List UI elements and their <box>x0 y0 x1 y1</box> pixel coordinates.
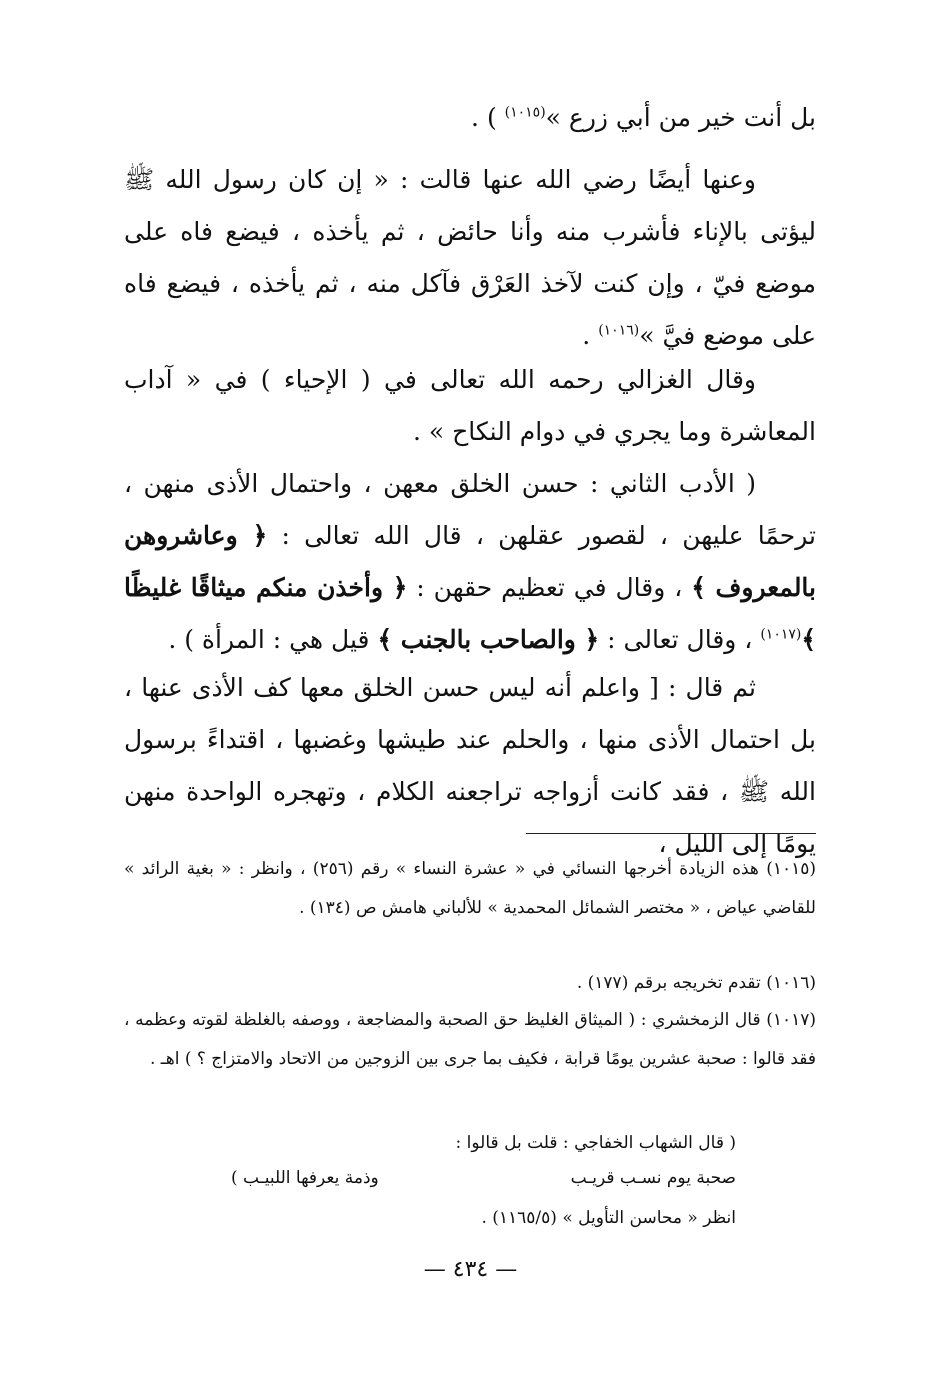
paragraph-1 <box>124 92 816 144</box>
paragraph-1-end: ) . <box>471 103 505 132</box>
footnote-quote-intro-text: ( قال الشهاب الخفاجي : قلت بل قالوا : <box>455 1133 736 1153</box>
quran-quote-1: ﴿ وعاشروهن بالمعروف ﴾ <box>124 521 817 602</box>
verse-second-hemistich: وذمة يعرفها اللبيـب ) <box>231 1168 379 1188</box>
paragraph-3-text: وقال الغزالي رحمه الله تعالى في ( الإحياء ) في « آداب المعاشرة وما يجري في دوام النكاح » . <box>124 365 816 446</box>
paragraph-5-text: ثم قال : [ واعلم أنه ليس حسن الخلق معها كف الأذى عنها ، بل احتمال الأذى منها ، والحلم عند طيشها وغضبها ، اقتداءً برسول الله ﷺ ، فقد كانت أزواجه تراجعنه الكلام ، وتهجره الواحدة منهن يومًا إلى الليل ، <box>124 673 816 858</box>
paragraph-5 <box>124 662 816 870</box>
footnote-number: (١٠١٥) <box>766 859 816 879</box>
footnote-text: قال الزمخشري : ( الميثاق الغليظ حق الصحبة والمضاجعة ، ووصفه بالغلظة لقوته وعظمه ، فقد قالوا : صحبة عشرين يومًا قرابة ، فكيف بما جرى بين الزوجين من الاتحاد والامتزاج ؟ ) اهـ . <box>124 1010 816 1069</box>
footnote-source <box>124 1199 736 1238</box>
footnote-text: تقدم تخريجه برقم (١٧٧) . <box>576 973 761 993</box>
paragraph-4-text-b: ، وقال في تعظيم حقهن : <box>407 573 692 602</box>
poetry-verse <box>231 1163 736 1193</box>
paragraph-4-text-c: ، وقال تعالى : <box>599 625 761 654</box>
footnote-ref-1015[interactable]: (١٠١٥) <box>504 104 546 121</box>
page-number: — ٤٣٤ — <box>423 1257 518 1282</box>
paragraph-3 <box>124 354 816 458</box>
paragraph-2 <box>124 154 816 362</box>
quran-quote-3: ﴿ والصاحب بالجنب ﴾ <box>377 625 600 654</box>
paragraph-4 <box>124 458 816 666</box>
paragraph-1-text: بل أنت خير من أبي زرع » <box>545 103 816 132</box>
footnote-source-text: انظر « محاسن التأويل » (١١٦٥/٥) . <box>481 1208 736 1228</box>
footnote-1016 <box>124 964 816 1003</box>
footnote-number: (١٠١٧) <box>766 1010 817 1030</box>
paragraph-4-text-d: قيل هي : المرأة ) . <box>168 625 378 654</box>
paragraph-2-text: وعنها أيضًا رضي الله عنها قالت : « إن كان رسول الله ﷺ ليؤتى بالإناء فأشرب منه وأنا حائض ، ثم يأخذه ، فيضع فاه على موضع فيّ ، وإن كنت لآخذ العَرْق فآكل منه ، ثم يأخذه ، فيضع فاه على موضع فيَّ » <box>124 165 816 350</box>
quran-quote-2: ﴿ وأخذن منكم ميثاقًا غليظًا ﴾ <box>124 573 816 654</box>
verse-first-hemistich: صحبة يوم نسـب قريـب <box>570 1168 736 1188</box>
footnote-ref-1017[interactable]: (١٠١٧) <box>760 626 802 643</box>
footnote-ref-1016[interactable]: (١٠١٦) <box>598 322 640 339</box>
footnote-1017 <box>124 1001 816 1079</box>
paragraph-4-text-a: ( الأدب الثاني : حسن الخلق معهن ، واحتمال الأذى منهن ، ترحمًا عليهن ، لقصور عقلهن ، قال الله تعالى : <box>124 469 816 550</box>
footnote-quote-intro <box>124 1124 736 1163</box>
footnote-1015 <box>124 850 816 928</box>
footnote-separator <box>526 833 816 834</box>
paragraph-2-end: . <box>582 321 599 350</box>
footnote-number: (١٠١٦) <box>766 973 816 993</box>
footnote-text: هذه الزيادة أخرجها النسائي في « عشرة النساء » رقم (٢٥٦) ، وانظر : « بغية الرائد » للقاضي عياض ، « مختصر الشمائل المحمدية » للألباني هامش ص (١٣٤) . <box>124 859 816 918</box>
